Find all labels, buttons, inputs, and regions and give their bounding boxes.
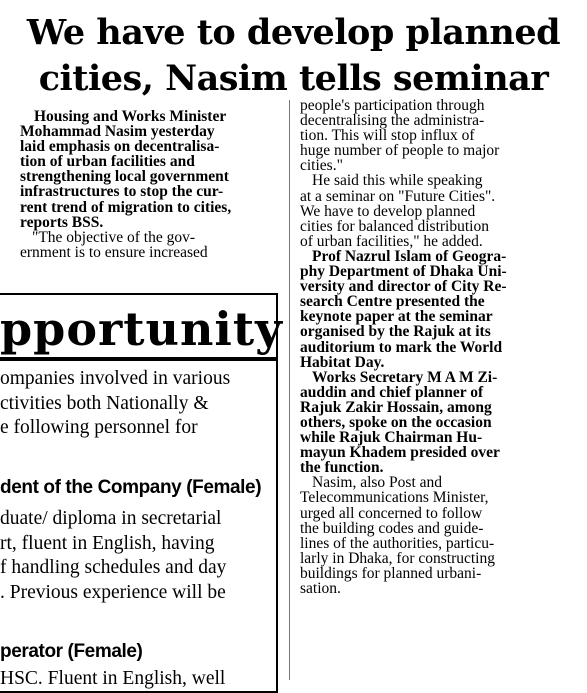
ad-position-heading: perator (Female)	[0, 641, 143, 662]
article-line: reports BSS.	[20, 213, 104, 231]
article-line: versity and director of City Re-	[300, 278, 507, 296]
article-line: "The objective of the gov-	[32, 228, 195, 246]
article-right-column	[300, 98, 507, 596]
article-line: at a seminar on "Future Cities".	[300, 187, 496, 205]
ad-intro-line: ompanies involved in various	[0, 368, 231, 389]
article-line: Mohammad Nasim yesterday	[20, 123, 215, 141]
article-line: lines of the authorities, particu-	[300, 534, 495, 552]
article-line: He said this while speaking	[312, 172, 483, 190]
article-line: ernment is to ensure increased	[20, 243, 208, 261]
article-line: cities for balanced distribution	[300, 217, 489, 235]
article-line: the function.	[300, 459, 384, 477]
article-line: tion. This will stop influx of	[300, 127, 475, 145]
article-line: huge number of people to major	[300, 142, 500, 160]
ad-position-heading: dent of the Company (Female)	[0, 477, 262, 498]
ad-intro-line: e following personnel for	[0, 417, 198, 438]
headline-line-2: cities, Nasim tells seminar	[38, 58, 549, 99]
ad-body-line: rt, fluent in English, having	[0, 532, 215, 554]
article-line: mayun Khadem presided over	[300, 444, 500, 462]
headline-line-1: We have to develop planned	[26, 12, 561, 53]
article-line: Works Secretary M A M Zi-	[312, 368, 498, 386]
column-divider	[289, 100, 290, 680]
article-line: others, spoke on the occasion	[300, 413, 492, 431]
headline	[0, 10, 587, 102]
ad-body-line: . Previous experience will be	[0, 581, 226, 603]
article-line: Rajuk Zakir Hossain, among	[300, 398, 492, 416]
article-line: auditorium to mark the World	[300, 338, 503, 356]
article-line: Housing and Works Minister	[34, 108, 227, 125]
article-line: infrastructures to stop the cur-	[20, 183, 224, 201]
article-line: larly in Dhaka, for constructing	[300, 549, 495, 567]
ad-position-description	[0, 507, 226, 605]
article-line: decentralising the administra-	[300, 112, 485, 130]
article-line: organised by the Rajuk at its	[300, 323, 491, 341]
article-line: search Centre presented the	[300, 293, 485, 311]
ad-intro	[0, 367, 230, 441]
article-line: tion of urban facilities and	[20, 153, 195, 171]
article-line: cities."	[300, 157, 343, 175]
article-line: urged all concerned to follow	[300, 504, 483, 522]
article-line: laid emphasis on decentralisa-	[20, 138, 220, 156]
article-line: while Rajuk Chairman Hu-	[300, 429, 483, 447]
article-line: rent trend of migration to cities,	[20, 198, 232, 216]
article-line: Prof Nazrul Islam of Geogra-	[312, 247, 507, 265]
article-line: Telecommunications Minister,	[300, 489, 489, 507]
article-line: Habitat Day.	[300, 353, 385, 371]
ad-position-description	[0, 667, 225, 692]
article-line: Nasim, also Post and	[312, 474, 443, 492]
ad-title: pportunity	[0, 302, 283, 356]
ad-title-rule	[0, 357, 278, 361]
article-line: buildings for planned urbani-	[300, 564, 482, 582]
article-line: phy Department of Dhaka Uni-	[300, 263, 507, 281]
article-line: keynote paper at the seminar	[300, 308, 493, 326]
ad-body-line: duate/ diploma in secretarial	[0, 508, 222, 529]
article-left-column	[20, 109, 231, 260]
article-line: the building codes and guide-	[300, 519, 484, 537]
ad-intro-line: ctivities both Nationally &	[0, 392, 209, 414]
article-line: strengthening local government	[20, 168, 229, 186]
ad-body-line: f handling schedules and day	[0, 557, 227, 578]
ad-body-line: HSC. Fluent in English, well	[0, 668, 226, 689]
article-line: We have to develop planned	[300, 202, 476, 220]
article-line: people's participation through	[300, 97, 485, 114]
article-line: auddin and chief planner of	[300, 383, 484, 401]
article-line: sation.	[300, 580, 341, 597]
article-line: of urban facilities," he added.	[300, 232, 483, 250]
